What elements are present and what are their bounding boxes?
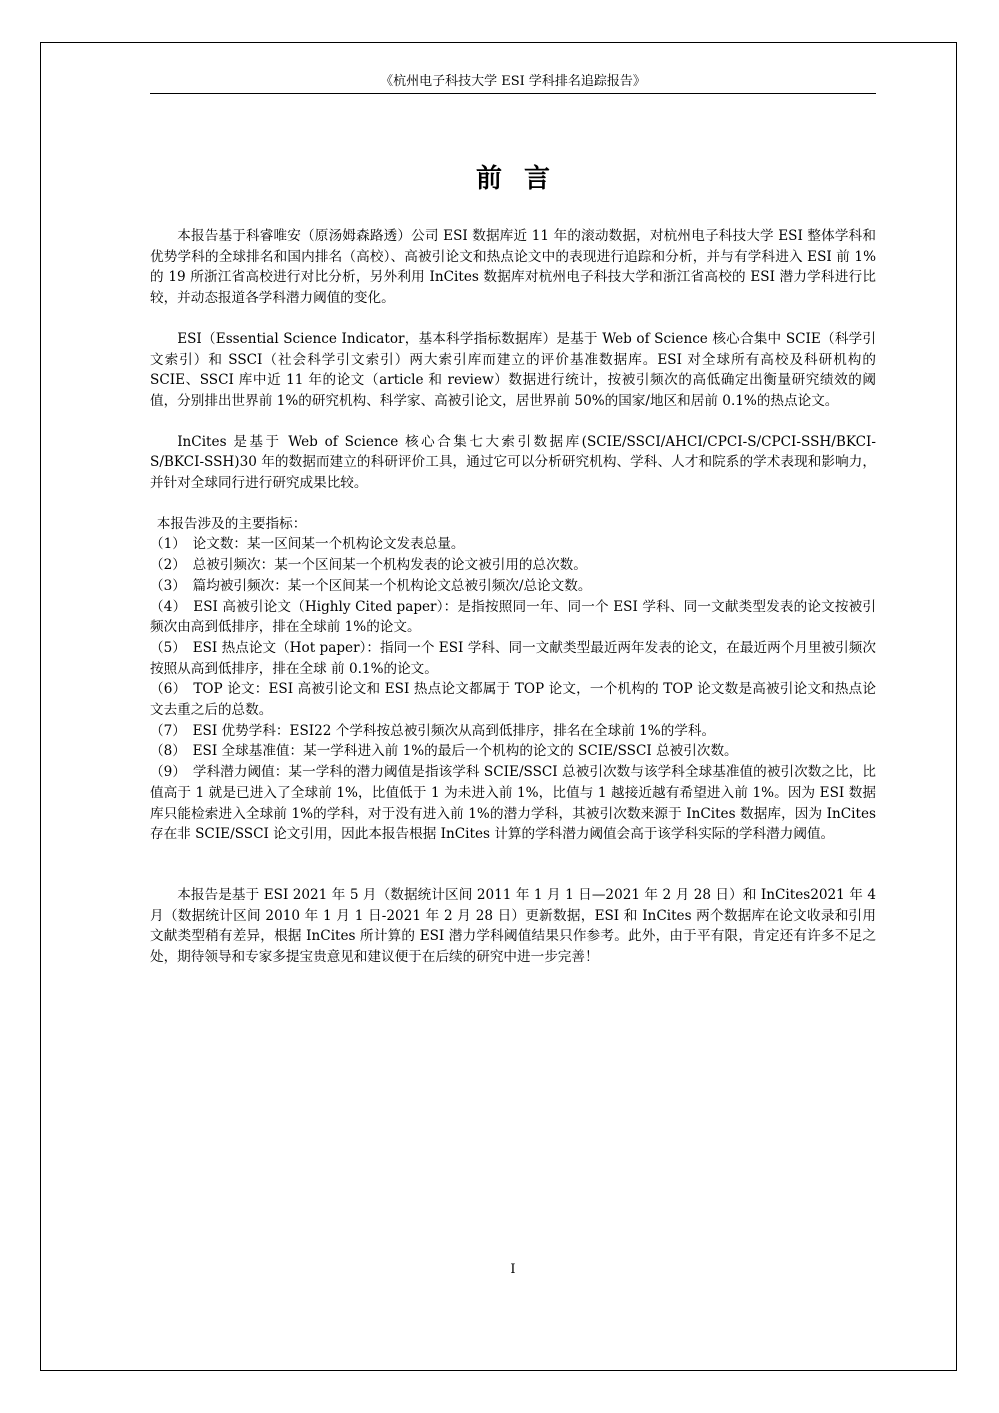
indicator-item: （4） ESI 高被引论文（Highly Cited paper）：是指按照同一年、同一个 ESI 学科、同一文献类型发表的论文按被引频次由高到低排序，排在全球前 1%的论文。 — [150, 598, 876, 636]
indicator-item: （6） TOP 论文：ESI 高被引论文和 ESI 热点论文都属于 TOP 论文，一个机构的 TOP 论文数是高被引论文和热点论文去重之后的总数。 — [150, 681, 876, 719]
indicator-item: （8） ESI 全球基准值：某一学科进入前 1%的最后一个机构的论文的 SCIE/SSCI 总被引次数。 — [150, 743, 738, 760]
page-title: 前言 — [475, 164, 572, 194]
running-header: 《杭州电子科技大学 ESI 学科排名追踪报告》 — [380, 74, 646, 89]
indicator-item: （7） ESI 优势学科：ESI22 个学科按总被引频次从高到低排序，排名在全球前 1%的学科。 — [150, 722, 716, 739]
indicator-item: （3） 篇均被引频次：某一个区间某一个机构论文总被引频次/总论文数。 — [150, 577, 592, 594]
indicator-item: （2） 总被引频次：某一个区间某一个机构发表的论文被引用的总次数。 — [150, 557, 587, 574]
document-body — [150, 226, 876, 968]
paragraph-intro: 本报告基于科睿唯安（原汤姆森路透）公司 ESI 数据库近 11 年的滚动数据，对杭州电子科技大学 ESI 整体学科和优势学科的全球排名和国内排名（高校）、高被引论文和热点论文中的表现进行追踪和分析，并与有学科进入 ESI 前 1%的 19 所浙江省高校进行对比分析，另外利用 InCites 数据库对杭州电子科技大学和浙江省高校的 ESI 潜力学科进行比较，并动态报道各学科潜力阈值的变化。 — [150, 228, 876, 307]
paragraph-esi: ESI（Essential Science Indicator，基本科学指标数据库）是基于 Web of Science 核心合集中 SCIE（科学引文索引）和 SSCI（社会科学引文索引）两大索引库而建立的评价基准数据库。ESI 对全球所有高校及科研机构的 SCIE、SSCI 库中近 11 年的论文（article 和 review）数据进行统计，按被引频次的高低确定出衡量研究绩效的阈值，分别排出世界前 1%的研究机构、科学家、高被引论文，居世界前 50%的国家/地区和居前 0.1%的热点论文。 — [150, 330, 876, 409]
paragraph-incites: InCites 是基于 Web of Science 核心合集七大索引数据库(SCIE/SSCI/AHCI/CPCI-S/CPCI-SSH/BKCI-S/BKCI-SSH)30 年的数据而建立的科研评价工具，通过它可以分析研究机构、学科、人才和院系的学术表现和影响力，并针对全球同行进行研究成果比较。 — [150, 433, 876, 492]
indicator-item: （9） 学科潜力阈值：某一学科的潜力阈值是指该学科 SCIE/SSCI 总被引次数与该学科全球基准值的被引次数之比，比值高于 1 就是已进入了全球前 1%，比值低于 1 为未进入前 1%，比值与 1 越接近越有希望进入前 1%。因为 ESI 数据库只能检索进入全球前 1%的学科，对于没有进入前 1%的潜力学科，其被引次数来源于 InCites 数据库，因为 InCites 存在非 SCIE/SSCI 论文引用，因此本报告根据 InCites 计算的学科潜力阈值会高于该学科实际的学科潜力阈值。 — [150, 764, 876, 843]
indicator-item: （1） 论文数：某一区间某一个机构论文发表总量。 — [150, 536, 465, 553]
indicator-item: （5） ESI 热点论文（Hot paper）：指同一个 ESI 学科、同一文献类型最近两年发表的论文，在最近两个月里被引频次按照从高到低排序，排在全球 前 0.1%的论文。 — [150, 639, 876, 677]
indicators-lead: 本报告涉及的主要指标： — [156, 515, 307, 532]
header-rule — [150, 93, 876, 94]
page-number: I — [510, 1262, 516, 1277]
paragraph-closing: 本报告是基于 ESI 2021 年 5 月（数据统计区间 2011 年 1 月 1 日—2021 年 2 月 28 日）和 InCites2021 年 4 月（数据统计区间 2010 年 1 月 1 日-2021 年 2 月 28 日）更新数据，ESI 和 InCites 两个数据库在论文收录和引用文献类型稍有差异，根据 InCites 所计算的 ESI 潜力学科阈值结果只作参考。此外，由于平有限，肯定还有许多不足之处，期待领导和专家多提宝贵意见和建议便于在后续的研究中进一步完善！ — [150, 886, 876, 966]
